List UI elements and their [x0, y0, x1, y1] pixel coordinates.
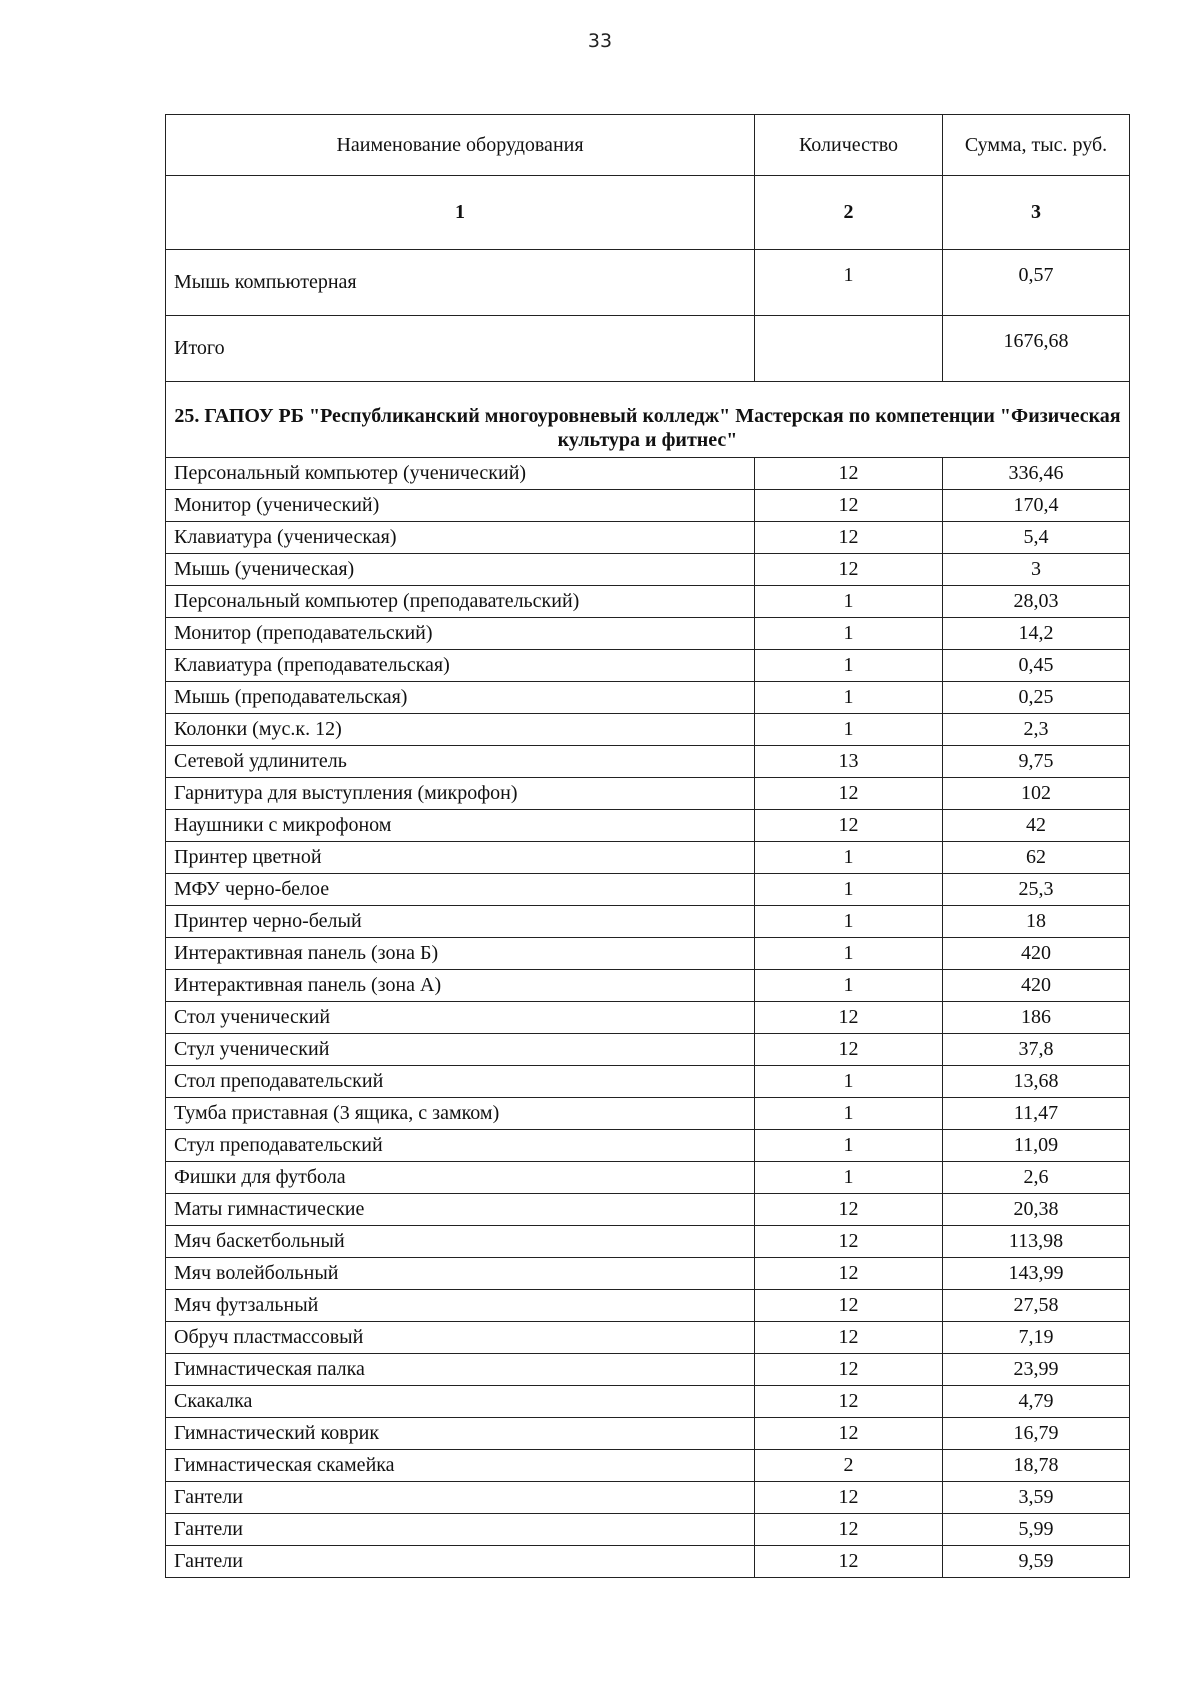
table-row	[166, 874, 1130, 906]
item-sum: 113,98	[943, 1226, 1130, 1258]
item-name: Обруч пластмассовый	[166, 1322, 755, 1354]
table-row	[166, 1482, 1130, 1514]
item-quantity: 1	[755, 938, 943, 970]
table-row	[166, 970, 1130, 1002]
item-quantity: 12	[755, 1290, 943, 1322]
item-name: Монитор (ученический)	[166, 490, 755, 522]
item-quantity: 2	[755, 1450, 943, 1482]
item-name: Персональный компьютер (преподавательский)	[166, 586, 755, 618]
item-name: Мяч футзальный	[166, 1290, 755, 1322]
item-name: Мяч баскетбольный	[166, 1226, 755, 1258]
item-sum: 18,78	[943, 1450, 1130, 1482]
item-quantity: 12	[755, 1034, 943, 1066]
table-row	[166, 778, 1130, 810]
item-name: Гимнастическая скамейка	[166, 1450, 755, 1482]
item-quantity: 12	[755, 1546, 943, 1578]
column-number-2: 2	[755, 176, 943, 250]
item-sum: 186	[943, 1002, 1130, 1034]
table-row	[166, 250, 1130, 316]
item-sum: 25,3	[943, 874, 1130, 906]
item-quantity: 12	[755, 1258, 943, 1290]
header-sum: Сумма, тыс. руб.	[943, 115, 1130, 176]
item-name: Персональный компьютер (ученический)	[166, 458, 755, 490]
table-row	[166, 1290, 1130, 1322]
table-row	[166, 1098, 1130, 1130]
table-row	[166, 1162, 1130, 1194]
item-quantity: 1	[755, 650, 943, 682]
table-row	[166, 842, 1130, 874]
item-sum: 7,19	[943, 1322, 1130, 1354]
table-row	[166, 1002, 1130, 1034]
item-quantity: 12	[755, 1482, 943, 1514]
header-name: Наименование оборудования	[166, 115, 755, 176]
table-row	[166, 1226, 1130, 1258]
table-row	[166, 1386, 1130, 1418]
item-sum: 28,03	[943, 586, 1130, 618]
table-row	[166, 650, 1130, 682]
header-quantity: Количество	[755, 115, 943, 176]
item-sum: 0,45	[943, 650, 1130, 682]
item-name: Стол ученический	[166, 1002, 755, 1034]
item-name: МФУ черно-белое	[166, 874, 755, 906]
table-row	[166, 746, 1130, 778]
table-row	[166, 810, 1130, 842]
page-number: 33	[587, 30, 613, 52]
table-row	[166, 1034, 1130, 1066]
item-quantity: 12	[755, 522, 943, 554]
item-name: Монитор (преподавательский)	[166, 618, 755, 650]
item-name: Принтер черно-белый	[166, 906, 755, 938]
item-sum: 143,99	[943, 1258, 1130, 1290]
item-name: Гарнитура для выступления (микрофон)	[166, 778, 755, 810]
item-sum: 5,4	[943, 522, 1130, 554]
item-sum: 5,99	[943, 1514, 1130, 1546]
item-quantity: 12	[755, 810, 943, 842]
item-name: Мышь компьютерная	[166, 250, 755, 316]
item-sum: 170,4	[943, 490, 1130, 522]
item-name: Сетевой удлинитель	[166, 746, 755, 778]
item-name: Стол преподавательский	[166, 1066, 755, 1098]
item-sum: 42	[943, 810, 1130, 842]
item-sum: 18	[943, 906, 1130, 938]
table-row	[166, 1354, 1130, 1386]
item-quantity: 1	[755, 714, 943, 746]
item-sum: 336,46	[943, 458, 1130, 490]
table-row	[166, 714, 1130, 746]
item-sum: 20,38	[943, 1194, 1130, 1226]
table-row	[166, 1322, 1130, 1354]
item-name: Наушники с микрофоном	[166, 810, 755, 842]
item-sum: 16,79	[943, 1418, 1130, 1450]
table-header-row	[166, 115, 1130, 176]
item-quantity: 12	[755, 1002, 943, 1034]
item-name: Фишки для футбола	[166, 1162, 755, 1194]
item-name: Гантели	[166, 1482, 755, 1514]
item-quantity: 12	[755, 1322, 943, 1354]
item-name: Мышь (ученическая)	[166, 554, 755, 586]
table-row	[166, 1258, 1130, 1290]
item-sum: 420	[943, 938, 1130, 970]
item-sum: 14,2	[943, 618, 1130, 650]
item-quantity: 12	[755, 554, 943, 586]
item-sum: 9,59	[943, 1546, 1130, 1578]
item-sum: 23,99	[943, 1354, 1130, 1386]
item-quantity: 12	[755, 778, 943, 810]
item-name: Скакалка	[166, 1386, 755, 1418]
item-sum: 2,3	[943, 714, 1130, 746]
section-row	[166, 382, 1130, 458]
table-row	[166, 554, 1130, 586]
item-quantity: 1	[755, 842, 943, 874]
item-quantity: 12	[755, 1386, 943, 1418]
item-name: Колонки (мус.к. 12)	[166, 714, 755, 746]
item-quantity: 1	[755, 682, 943, 714]
item-quantity: 12	[755, 1226, 943, 1258]
item-quantity: 13	[755, 746, 943, 778]
item-name: Мяч волейбольный	[166, 1258, 755, 1290]
item-sum: 3,59	[943, 1482, 1130, 1514]
item-name: Гантели	[166, 1514, 755, 1546]
item-quantity: 1	[755, 1066, 943, 1098]
item-name: Интерактивная панель (зона А)	[166, 970, 755, 1002]
item-name: Стул преподавательский	[166, 1130, 755, 1162]
item-sum: 9,75	[943, 746, 1130, 778]
item-quantity: 1	[755, 1098, 943, 1130]
item-quantity: 12	[755, 1354, 943, 1386]
item-quantity: 1	[755, 618, 943, 650]
item-name: Принтер цветной	[166, 842, 755, 874]
total-quantity	[755, 316, 943, 382]
item-name: Интерактивная панель (зона Б)	[166, 938, 755, 970]
table-row	[166, 586, 1130, 618]
item-name: Гимнастическая палка	[166, 1354, 755, 1386]
item-name: Гантели	[166, 1546, 755, 1578]
section-title: 25. ГАПОУ РБ "Республиканский многоуровневый колледж" Мастерская по компетенции "Физическая культура и фитнес"	[166, 382, 1130, 458]
table-row	[166, 618, 1130, 650]
total-row	[166, 316, 1130, 382]
item-sum: 13,68	[943, 1066, 1130, 1098]
item-sum: 3	[943, 554, 1130, 586]
item-quantity: 12	[755, 1418, 943, 1450]
table-row	[166, 1514, 1130, 1546]
item-sum: 102	[943, 778, 1130, 810]
item-quantity: 12	[755, 1514, 943, 1546]
item-sum: 0,57	[943, 250, 1130, 316]
column-number-row	[166, 176, 1130, 250]
table-row	[166, 522, 1130, 554]
item-quantity: 1	[755, 874, 943, 906]
item-sum: 11,47	[943, 1098, 1130, 1130]
table-row	[166, 682, 1130, 714]
item-name: Маты гимнастические	[166, 1194, 755, 1226]
item-sum: 4,79	[943, 1386, 1130, 1418]
item-quantity: 1	[755, 1130, 943, 1162]
column-number-3: 3	[943, 176, 1130, 250]
item-sum: 11,09	[943, 1130, 1130, 1162]
item-name: Стул ученический	[166, 1034, 755, 1066]
item-quantity: 1	[755, 250, 943, 316]
item-name: Гимнастический коврик	[166, 1418, 755, 1450]
table-row	[166, 1450, 1130, 1482]
item-quantity: 1	[755, 1162, 943, 1194]
item-quantity: 1	[755, 970, 943, 1002]
table-row	[166, 1546, 1130, 1578]
item-sum: 37,8	[943, 1034, 1130, 1066]
total-label: Итого	[166, 316, 755, 382]
table-row	[166, 1130, 1130, 1162]
item-sum: 2,6	[943, 1162, 1130, 1194]
item-name: Клавиатура (преподавательская)	[166, 650, 755, 682]
table-row	[166, 906, 1130, 938]
table-row	[166, 938, 1130, 970]
item-quantity: 1	[755, 906, 943, 938]
item-name: Клавиатура (ученическая)	[166, 522, 755, 554]
item-quantity: 12	[755, 490, 943, 522]
item-sum: 420	[943, 970, 1130, 1002]
item-quantity: 12	[755, 1194, 943, 1226]
item-name: Тумба приставная (3 ящика, с замком)	[166, 1098, 755, 1130]
item-sum: 62	[943, 842, 1130, 874]
table-row	[166, 458, 1130, 490]
equipment-table	[165, 114, 1130, 1578]
item-sum: 0,25	[943, 682, 1130, 714]
item-quantity: 12	[755, 458, 943, 490]
total-sum: 1676,68	[943, 316, 1130, 382]
table-row	[166, 490, 1130, 522]
column-number-1: 1	[166, 176, 755, 250]
item-name: Мышь (преподавательская)	[166, 682, 755, 714]
item-sum: 27,58	[943, 1290, 1130, 1322]
table-row	[166, 1194, 1130, 1226]
table-row	[166, 1066, 1130, 1098]
item-quantity: 1	[755, 586, 943, 618]
table-row	[166, 1418, 1130, 1450]
